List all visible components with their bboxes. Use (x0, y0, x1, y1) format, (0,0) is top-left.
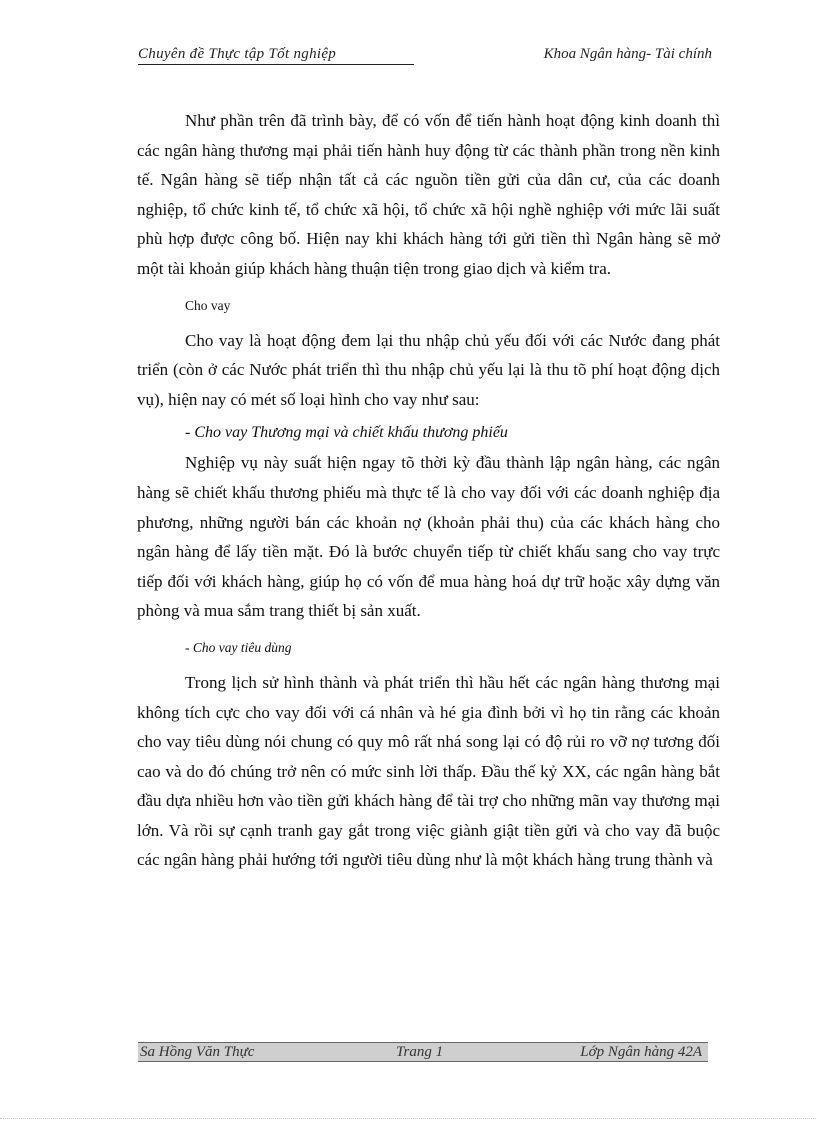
header-underline (138, 64, 414, 65)
heading-commercial-loans: - Cho vay Thương mại và chiết khấu thương phiếu (185, 424, 508, 442)
page-footer (138, 1042, 708, 1062)
heading-lending: Cho vay (185, 297, 231, 313)
footer-author: Sa Hồng Văn Thực (140, 1044, 255, 1060)
paragraph-consumer-loans: Trong lịch sử hình thành và phát triển thì hầu hết các ngân hàng thương mại không tích cực cho vay đối với cá nhân và hé gia đình bởi vì họ tin rằng các khoản cho vay tiêu dùng nói chung có quy mô rất nhá song lại có độ rủi ro vỡ nợ tương đối cao và do đó chúng trở nên có mức sinh lời thấp. Đầu thế kỷ XX, các ngân hàng bắt đầu dựa nhiều hơn vào tiền gửi khách hàng để tài trợ cho những mãn vay thương mại lớn. Và rồi sự cạnh tranh gay gắt trong việc giành giật tiền gửi và cho vay đã buộc các ngân hàng phải hướng tới người tiêu dùng như là một khách hàng trung thành và (137, 672, 720, 870)
header-title: Chuyên đề Thực tập Tốt nghiệp (138, 46, 337, 62)
heading-consumer-loans: - Cho vay tiêu dùng (185, 639, 292, 655)
paragraph-lending: Cho vay là hoạt động đem lại thu nhập chủ yếu đối với các Nước đang phát triển (còn ở các Nước phát triển thì thu nhập chủ yếu lại là thu tõ phí hoạt động dịch vụ), hiện nay có mét số loại hình cho vay như sau: (137, 330, 720, 409)
footer-class: Lớp Ngân hàng 42A (580, 1044, 702, 1060)
footer-page-number: Trang 1 (396, 1044, 444, 1060)
header-department: Khoa Ngân hàng- Tài chính (543, 46, 712, 62)
document-body (137, 106, 720, 875)
page-header (138, 46, 712, 68)
paragraph-commercial-loans: Nghiệp vụ này suất hiện ngay tõ thời kỳ đầu thành lập ngân hàng, các ngân hàng sẽ chiết khấu thương phiếu mà thực tế là cho vay đối với các doanh nghiệp địa phương, những người bán các khoản nợ (khoản phải thu) của các khách hàng cho ngân hàng để lấy tiền mặt. Đó là bước chuyển tiếp từ chiết khấu sang cho vay trực tiếp đối với khách hàng, giúp họ có vốn để mua hàng hoá dự trữ hoặc xây dựng văn phòng và mua sắm trang thiết bị sản xuất. (137, 453, 720, 621)
paragraph-deposits: Như phần trên đã trình bày, để có vốn để tiến hành hoạt động kinh doanh thì các ngân hàng thương mại phải tiến hành huy động từ các thành phần trong nền kinh tế. Ngân hàng sẽ tiếp nhận tất cả các nguồn tiền gửi của dân cư, của các doanh nghiệp, tổ chức kinh tế, tổ chức xã hội, tổ chức xã hội nghề nghiệp với mức lãi suất phù hợp được công bố. Hiện nay khi khách hàng tới gửi tiền thì Ngân hàng sẽ mở một tài khoản giúp khách hàng thuận tiện trong giao dịch và kiểm tra. (137, 111, 720, 278)
page-bottom-divider (0, 1118, 816, 1119)
